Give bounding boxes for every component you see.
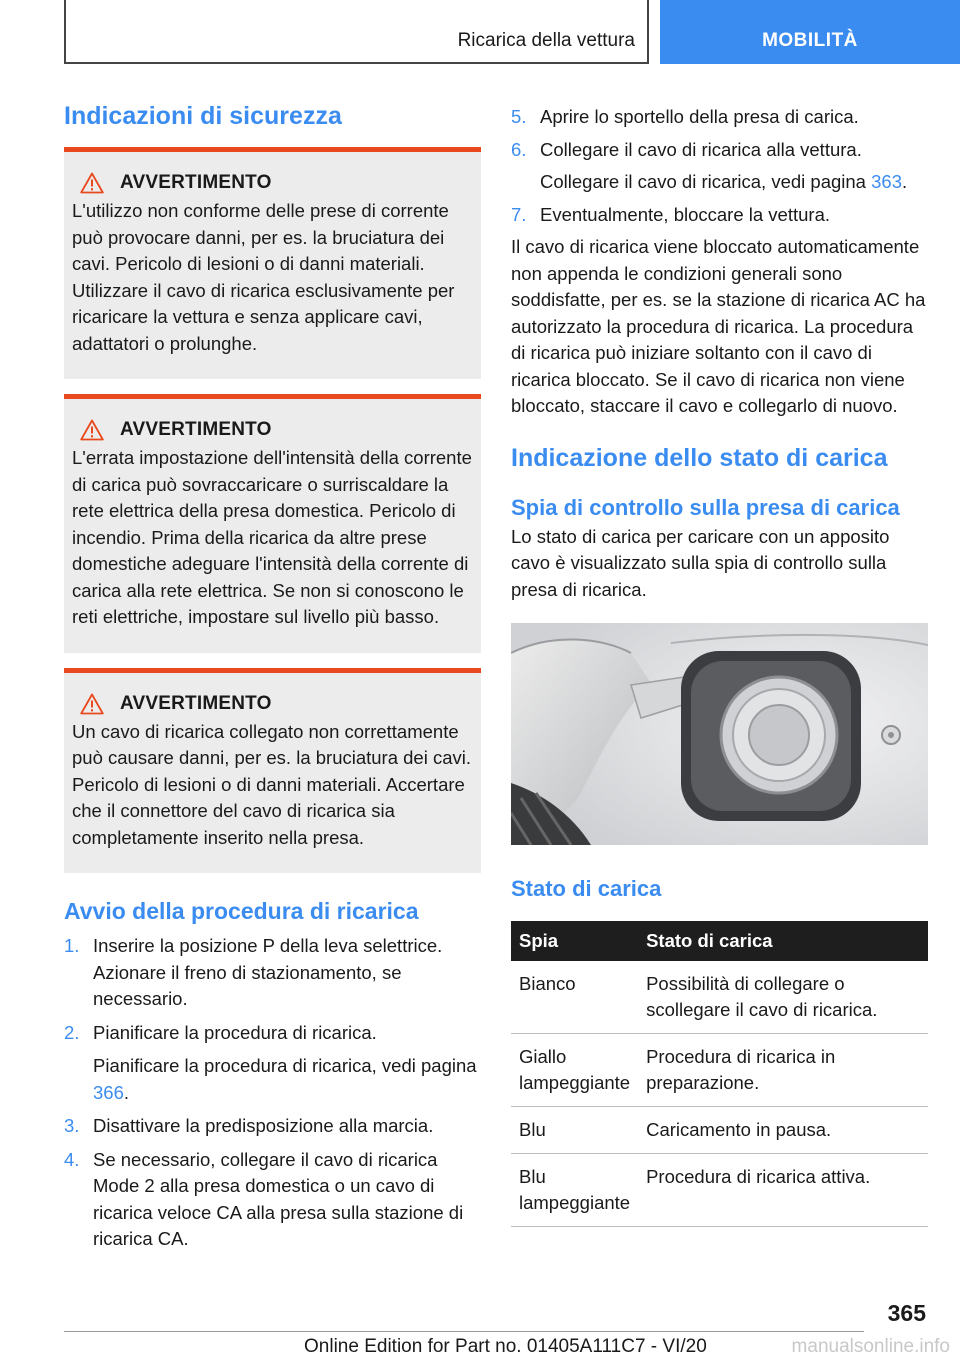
step-note-text: Pianificare la procedura di ricarica, vedi pagina — [93, 1055, 477, 1076]
charging-socket-photo — [511, 623, 928, 845]
start-steps-list — [64, 933, 481, 1046]
list-item — [64, 1147, 481, 1253]
table-cell: Procedura di ricarica attiva. — [638, 1154, 928, 1227]
step-number: 7. — [511, 203, 527, 225]
table-header-row — [511, 921, 928, 961]
step-text: Pianificare la procedura di ricarica. — [93, 1021, 377, 1043]
step-number: 3. — [64, 1115, 80, 1136]
continued-steps-list — [511, 104, 928, 163]
charge-state-heading: Stato di carica — [511, 876, 662, 901]
table-cell: Blu — [511, 1107, 638, 1154]
step-number: 1. — [64, 935, 80, 956]
table-row — [511, 961, 928, 1034]
list-item — [64, 1113, 481, 1140]
table-cell: Giallo lampeggiante — [511, 1034, 638, 1107]
chapter-tab[interactable] — [660, 0, 960, 64]
indicator-light-heading: Spia di controllo sulla presa di carica — [511, 494, 900, 520]
step-note-text: Collegare il cavo di ricarica, vedi pagina — [540, 171, 866, 192]
chapter-tab-label: MOBILITÀ — [762, 30, 858, 51]
footer-divider — [64, 1331, 864, 1332]
page-link-363[interactable]: 363 — [871, 171, 902, 192]
page-number: 365 — [887, 1300, 926, 1326]
right-column — [511, 104, 928, 1227]
list-item — [64, 933, 481, 1013]
table-row — [511, 1034, 928, 1107]
warning-box-3 — [64, 668, 481, 874]
warning-text: L'errata impostazione dell'intensità della corrente di carica può sovraccaricare o surriscaldare la rete elettrica della presa domestica. Pericolo di incendio. Prima della ricarica da altre prese domestiche adeguare l'intensità della corrente di carica alla rete elettrica. Se non si conoscono le reti elettriche, impostare sul livello più basso. — [72, 447, 472, 627]
step-note-end: . — [902, 171, 908, 192]
table-row — [511, 1107, 928, 1154]
step-number: 6. — [511, 138, 527, 160]
list-item — [511, 104, 928, 131]
charging-socket-image — [511, 623, 928, 845]
warning-box-1 — [64, 147, 481, 379]
step-text: Eventualmente, bloccare la vettura. — [540, 203, 830, 225]
list-item — [511, 202, 928, 229]
step-text: Collegare il cavo di ricarica alla vettura. — [540, 138, 862, 160]
footer-edition: Online Edition for Part no. 01405A111C7 - VI/20 — [304, 1336, 707, 1357]
step-number: 2. — [64, 1021, 80, 1043]
left-column — [64, 100, 481, 1253]
step-text: Inserire la posizione P della leva selettrice. Azionare il freno di stazionamento, se necessario. — [93, 935, 443, 1009]
step-text: Disattivare la predisposizione alla marcia. — [93, 1115, 434, 1136]
warning-text: Un cavo di ricarica collegato non correttamente può causare danni, per es. la bruciatura dei cavi. Pericolo di lesioni o di danni materiali. Accertare che il connettore del cavo di ricarica sia completamente inserito nella presa. — [72, 720, 472, 848]
list-item — [64, 1020, 481, 1047]
table-cell: Procedura di ricarica in preparazione. — [638, 1034, 928, 1107]
table-row — [511, 1154, 928, 1227]
warning-triangle-icon — [80, 693, 104, 715]
column-header-state: Stato di carica — [638, 921, 928, 961]
warning-title: AVVERTIMENTO — [120, 172, 272, 193]
header-frame — [64, 0, 649, 64]
watermark: manualsonline.info — [791, 1336, 950, 1357]
warning-triangle-icon — [80, 419, 104, 441]
table-cell: Possibilità di collegare o scollegare il cavo di ricarica. — [638, 961, 928, 1034]
step-note — [64, 1053, 481, 1106]
start-charging-heading: Avvio della procedura di ricarica — [64, 898, 419, 924]
warning-box-2 — [64, 394, 481, 653]
step-text: Aprire lo sportello della presa di carica. — [540, 106, 859, 127]
indicator-paragraph: Lo stato di carica per caricare con un apposito cavo è visualizzato sulla spia di controllo sulla presa di ricarica. — [511, 525, 890, 600]
table-cell: Caricamento in pausa. — [638, 1107, 928, 1154]
table-cell: Blu lampeggiante — [511, 1154, 638, 1227]
safety-heading: Indicazioni di sicurezza — [64, 102, 342, 130]
step-note-end: . — [123, 1081, 130, 1103]
step-number: 4. — [64, 1148, 80, 1170]
list-item — [511, 137, 928, 164]
warning-title: AVVERTIMENTO — [120, 692, 272, 714]
charge-state-table — [511, 921, 928, 1227]
lock-paragraph: Il cavo di ricarica viene bloccato automaticamente non appenda le condizioni generali sono soddisfatte, per es. se la stazione di ricarica AC ha autorizzato la procedura di ricarica. La procedura di ricarica può iniziare soltanto con il cavo di ricarica bloccato. Se il cavo di ricarica non viene bloccato, staccare il cavo e collegarlo di nuovo. — [511, 236, 926, 416]
step-number: 5. — [511, 106, 527, 127]
warning-triangle-icon — [80, 172, 104, 194]
start-steps-list-cont — [64, 1113, 481, 1253]
warning-title: AVVERTIMENTO — [120, 419, 272, 440]
step-note — [511, 169, 928, 196]
charge-status-heading: Indicazione dello stato di carica — [511, 443, 888, 472]
continued-steps-list-cont — [511, 202, 928, 229]
page-link-366[interactable]: 366 — [93, 1081, 124, 1103]
warning-text: L'utilizzo non conforme delle prese di corrente può provocare danni, per es. la bruciatura dei cavi. Pericolo di lesioni o di danni materiali. Utilizzare il cavo di ricarica esclusivamente per ricaricare la vettura e senza applicare cavi, adattatori o prolunghe. — [72, 200, 455, 354]
step-text: Se necessario, collegare il cavo di ricarica Mode 2 alla presa domestica o un cavo di ricarica veloce CA alla presa sulla stazione di ricarica CA. — [93, 1148, 464, 1249]
table-cell: Bianco — [511, 961, 638, 1034]
section-title: Ricarica della vettura — [457, 30, 635, 51]
column-header-indicator: Spia — [511, 921, 638, 961]
